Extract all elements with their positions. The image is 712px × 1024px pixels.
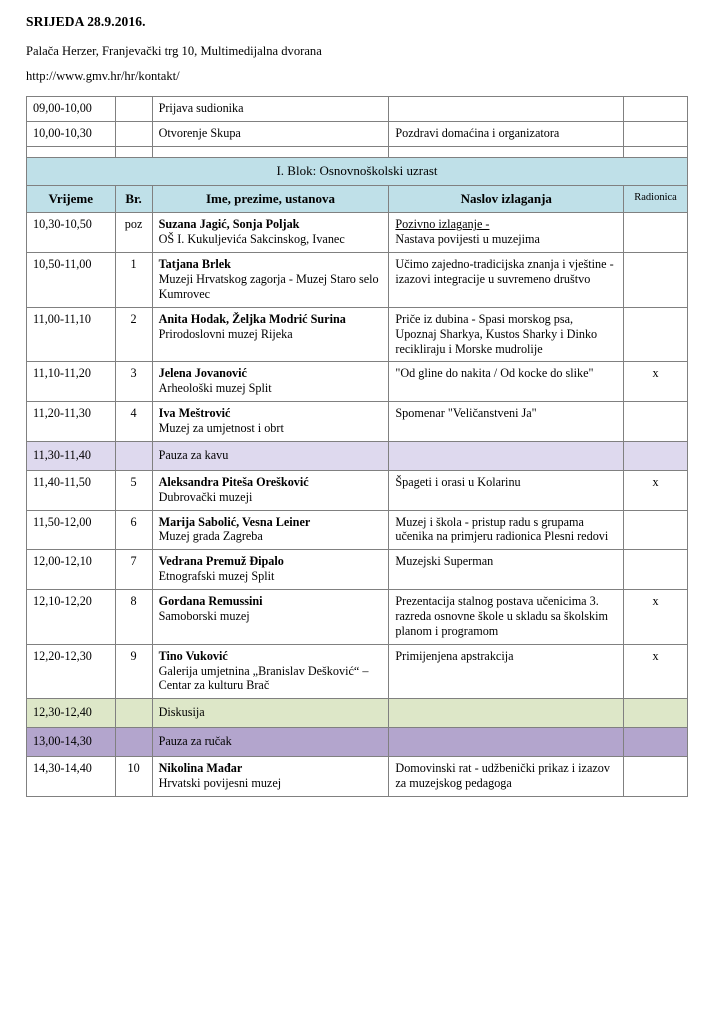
cell-time: 10,50-11,00 <box>27 253 116 308</box>
cell-name <box>152 253 389 308</box>
cell-title <box>389 253 624 308</box>
cell-workshop <box>624 441 688 470</box>
talk-title: Spomenar "Veličanstveni Ja" <box>395 406 537 421</box>
presenter-name: Tino Vuković <box>158 648 228 663</box>
presenter-institution: Dubrovački muzeji <box>158 489 253 504</box>
cell-name <box>152 307 389 362</box>
cell-title <box>389 470 624 510</box>
section-header-row <box>27 157 688 185</box>
cell-time: 12,10-12,20 <box>27 590 116 645</box>
page-title: SRIJEDA 28.9.2016. <box>26 14 146 29</box>
talk-title: Učimo zajedno-tradicijska znanja i vještine - izazovi integracije u suvremeno društvo <box>395 257 614 287</box>
cell-name: Prijava sudionika <box>152 97 389 122</box>
cell-title <box>389 699 624 728</box>
table-row <box>27 362 688 402</box>
cell-title <box>389 97 624 122</box>
cell-name <box>152 590 389 645</box>
table-row <box>27 121 688 146</box>
cell-time: 09,00-10,00 <box>27 97 116 122</box>
cell-name: Otvorenje Skupa <box>152 121 389 146</box>
cell-title <box>389 362 624 402</box>
cell-workshop: x <box>624 470 688 510</box>
spacer-cell <box>152 146 389 157</box>
break-row <box>27 699 688 728</box>
cell-name <box>152 757 389 797</box>
cell-number: 6 <box>115 510 152 550</box>
presenter-institution: Arheološki muzej Split <box>158 381 272 396</box>
spacer-cell <box>115 146 152 157</box>
cell-name <box>152 470 389 510</box>
cell-title <box>389 213 624 253</box>
cell-number: 7 <box>115 550 152 590</box>
cell-title <box>389 644 624 699</box>
table-row <box>27 307 688 362</box>
cell-time: 14,30-14,40 <box>27 757 116 797</box>
table-row <box>27 757 688 797</box>
presenter-institution: Samoborski muzej <box>158 608 250 623</box>
cell-title <box>389 757 624 797</box>
cell-workshop <box>624 307 688 362</box>
presenter-name: Aleksandra Piteša Orešković <box>158 474 309 489</box>
presenter-institution: Hrvatski povijesni muzej <box>158 775 282 790</box>
cell-name <box>152 402 389 442</box>
cell-workshop: x <box>624 644 688 699</box>
cell-time: 12,00-12,10 <box>27 550 116 590</box>
table-row <box>27 550 688 590</box>
talk-title: "Od gline do nakita / Od kocke do slike" <box>395 366 594 381</box>
cell-workshop <box>624 213 688 253</box>
cell-name <box>152 213 389 253</box>
cell-workshop: x <box>624 590 688 645</box>
presenter-name: Marija Sabolić, Vesna Leiner <box>158 514 311 529</box>
presenter-institution: Galerija umjetnina „Branislav Dešković“ – Centar za kulturu Brač <box>158 663 369 693</box>
column-header-number: Br. <box>115 185 152 213</box>
talk-title: Domovinski rat - udžbenički prikaz i izazov za muzejskog pedagoga <box>395 761 610 790</box>
cell-time: 11,00-11,10 <box>27 307 116 362</box>
table-row <box>27 97 688 122</box>
cell-time: 10,00-10,30 <box>27 121 116 146</box>
talk-title: Prezentacija stalnog postava učenicima 3. razreda osnovne škole u skladu sa školskim planom i programom <box>395 594 608 638</box>
cell-time: 11,10-11,20 <box>27 362 116 402</box>
venue-line: Palača Herzer, Franjevački trg 10, Multimedijalna dvorana <box>26 44 322 58</box>
presenter-name: Nikolina Mađar <box>158 761 243 776</box>
cell-number: poz <box>115 213 152 253</box>
cell-number: 2 <box>115 307 152 362</box>
cell-number <box>115 441 152 470</box>
cell-workshop <box>624 402 688 442</box>
cell-title <box>389 510 624 550</box>
schedule-table <box>26 96 688 797</box>
cell-title <box>389 402 624 442</box>
spacer-cell <box>389 146 624 157</box>
cell-title <box>389 728 624 757</box>
cell-number: 9 <box>115 644 152 699</box>
cell-title <box>389 307 624 362</box>
column-header-time: Vrijeme <box>27 185 116 213</box>
cell-workshop <box>624 121 688 146</box>
cell-workshop <box>624 699 688 728</box>
cell-break-label: Pauza za ručak <box>152 728 389 757</box>
table-row <box>27 470 688 510</box>
cell-workshop <box>624 253 688 308</box>
table-row <box>27 402 688 442</box>
cell-number <box>115 728 152 757</box>
spacer-cell <box>27 146 116 157</box>
cell-name <box>152 362 389 402</box>
cell-number: 10 <box>115 757 152 797</box>
cell-number <box>115 121 152 146</box>
cell-title <box>389 441 624 470</box>
talk-title: Muzej i škola - pristup radu s grupama učenika na primjeru radionica Plesni redovi <box>395 514 609 544</box>
talk-title: Primijenjena apstrakcija <box>395 648 514 663</box>
cell-time: 10,30-10,50 <box>27 213 116 253</box>
cell-time: 11,50-12,00 <box>27 510 116 550</box>
cell-time: 12,30-12,40 <box>27 699 116 728</box>
cell-workshop <box>624 550 688 590</box>
column-header-name: Ime, prezime, ustanova <box>152 185 389 213</box>
cell-name <box>152 510 389 550</box>
presenter-institution: Muzeji Hrvatskog zagorja - Muzej Staro selo Kumrovec <box>158 272 379 301</box>
cell-time: 13,00-14,30 <box>27 728 116 757</box>
presenter-name: Vedrana Premuž Đipalo <box>158 554 284 569</box>
presenter-institution: Muzej grada Zagreba <box>158 529 263 544</box>
cell-title: Pozdravi domaćina i organizatora <box>389 121 624 146</box>
table-row <box>27 253 688 308</box>
cell-name <box>152 550 389 590</box>
cell-number: 1 <box>115 253 152 308</box>
presenter-institution: Etnografski muzej Split <box>158 569 275 584</box>
cell-title <box>389 550 624 590</box>
cell-time: 12,20-12,30 <box>27 644 116 699</box>
column-header-row <box>27 185 688 213</box>
break-row <box>27 441 688 470</box>
talk-title-lead: Pozivno izlaganje - <box>395 217 490 232</box>
presenter-name: Suzana Jagić, Sonja Poljak <box>158 217 300 232</box>
cell-time: 11,30-11,40 <box>27 441 116 470</box>
presenter-name: Iva Meštrović <box>158 406 231 421</box>
cell-number: 3 <box>115 362 152 402</box>
cell-workshop <box>624 510 688 550</box>
presenter-name: Tatjana Brlek <box>158 257 231 272</box>
talk-title: Priče iz dubina - Spasi morskog psa, Upoznaj Sharkya, Kustos Sharky i Dinko recikliraju i Morske mudrolije <box>395 311 598 356</box>
cell-number: 5 <box>115 470 152 510</box>
presenter-institution: Muzej za umjetnost i obrt <box>158 421 284 436</box>
contact-url: http://www.gmv.hr/hr/kontakt/ <box>26 69 180 83</box>
cell-name <box>152 644 389 699</box>
cell-number <box>115 97 152 122</box>
presenter-name: Jelena Jovanović <box>158 366 247 381</box>
cell-workshop <box>624 97 688 122</box>
document-header <box>0 0 712 84</box>
column-header-title: Naslov izlaganja <box>389 185 624 213</box>
talk-title: Špageti i orasi u Kolarinu <box>395 474 521 489</box>
table-spacer-row <box>27 146 688 157</box>
talk-title: Nastava povijesti u muzejima <box>395 232 540 247</box>
cell-time: 11,40-11,50 <box>27 470 116 510</box>
cell-workshop <box>624 757 688 797</box>
talk-title: Muzejski Superman <box>395 554 494 569</box>
presenter-institution: OŠ I. Kukuljevića Sakcinskog, Ivanec <box>158 232 345 247</box>
cell-number: 8 <box>115 590 152 645</box>
break-row <box>27 728 688 757</box>
table-row <box>27 213 688 253</box>
cell-workshop: x <box>624 362 688 402</box>
table-row <box>27 510 688 550</box>
cell-title <box>389 590 624 645</box>
presenter-name: Anita Hodak, Željka Modrić Surina <box>158 311 346 326</box>
cell-number <box>115 699 152 728</box>
table-row <box>27 644 688 699</box>
cell-number: 4 <box>115 402 152 442</box>
table-row <box>27 590 688 645</box>
presenter-institution: Prirodoslovni muzej Rijeka <box>158 326 293 341</box>
section-title: I. Blok: Osnovnoškolski uzrast <box>27 157 688 185</box>
cell-time: 11,20-11,30 <box>27 402 116 442</box>
spacer-cell <box>624 146 688 157</box>
column-header-workshop: Radionica <box>624 185 688 213</box>
cell-break-label: Pauza za kavu <box>152 441 389 470</box>
presenter-name: Gordana Remussini <box>158 594 263 609</box>
cell-break-label: Diskusija <box>152 699 389 728</box>
cell-workshop <box>624 728 688 757</box>
